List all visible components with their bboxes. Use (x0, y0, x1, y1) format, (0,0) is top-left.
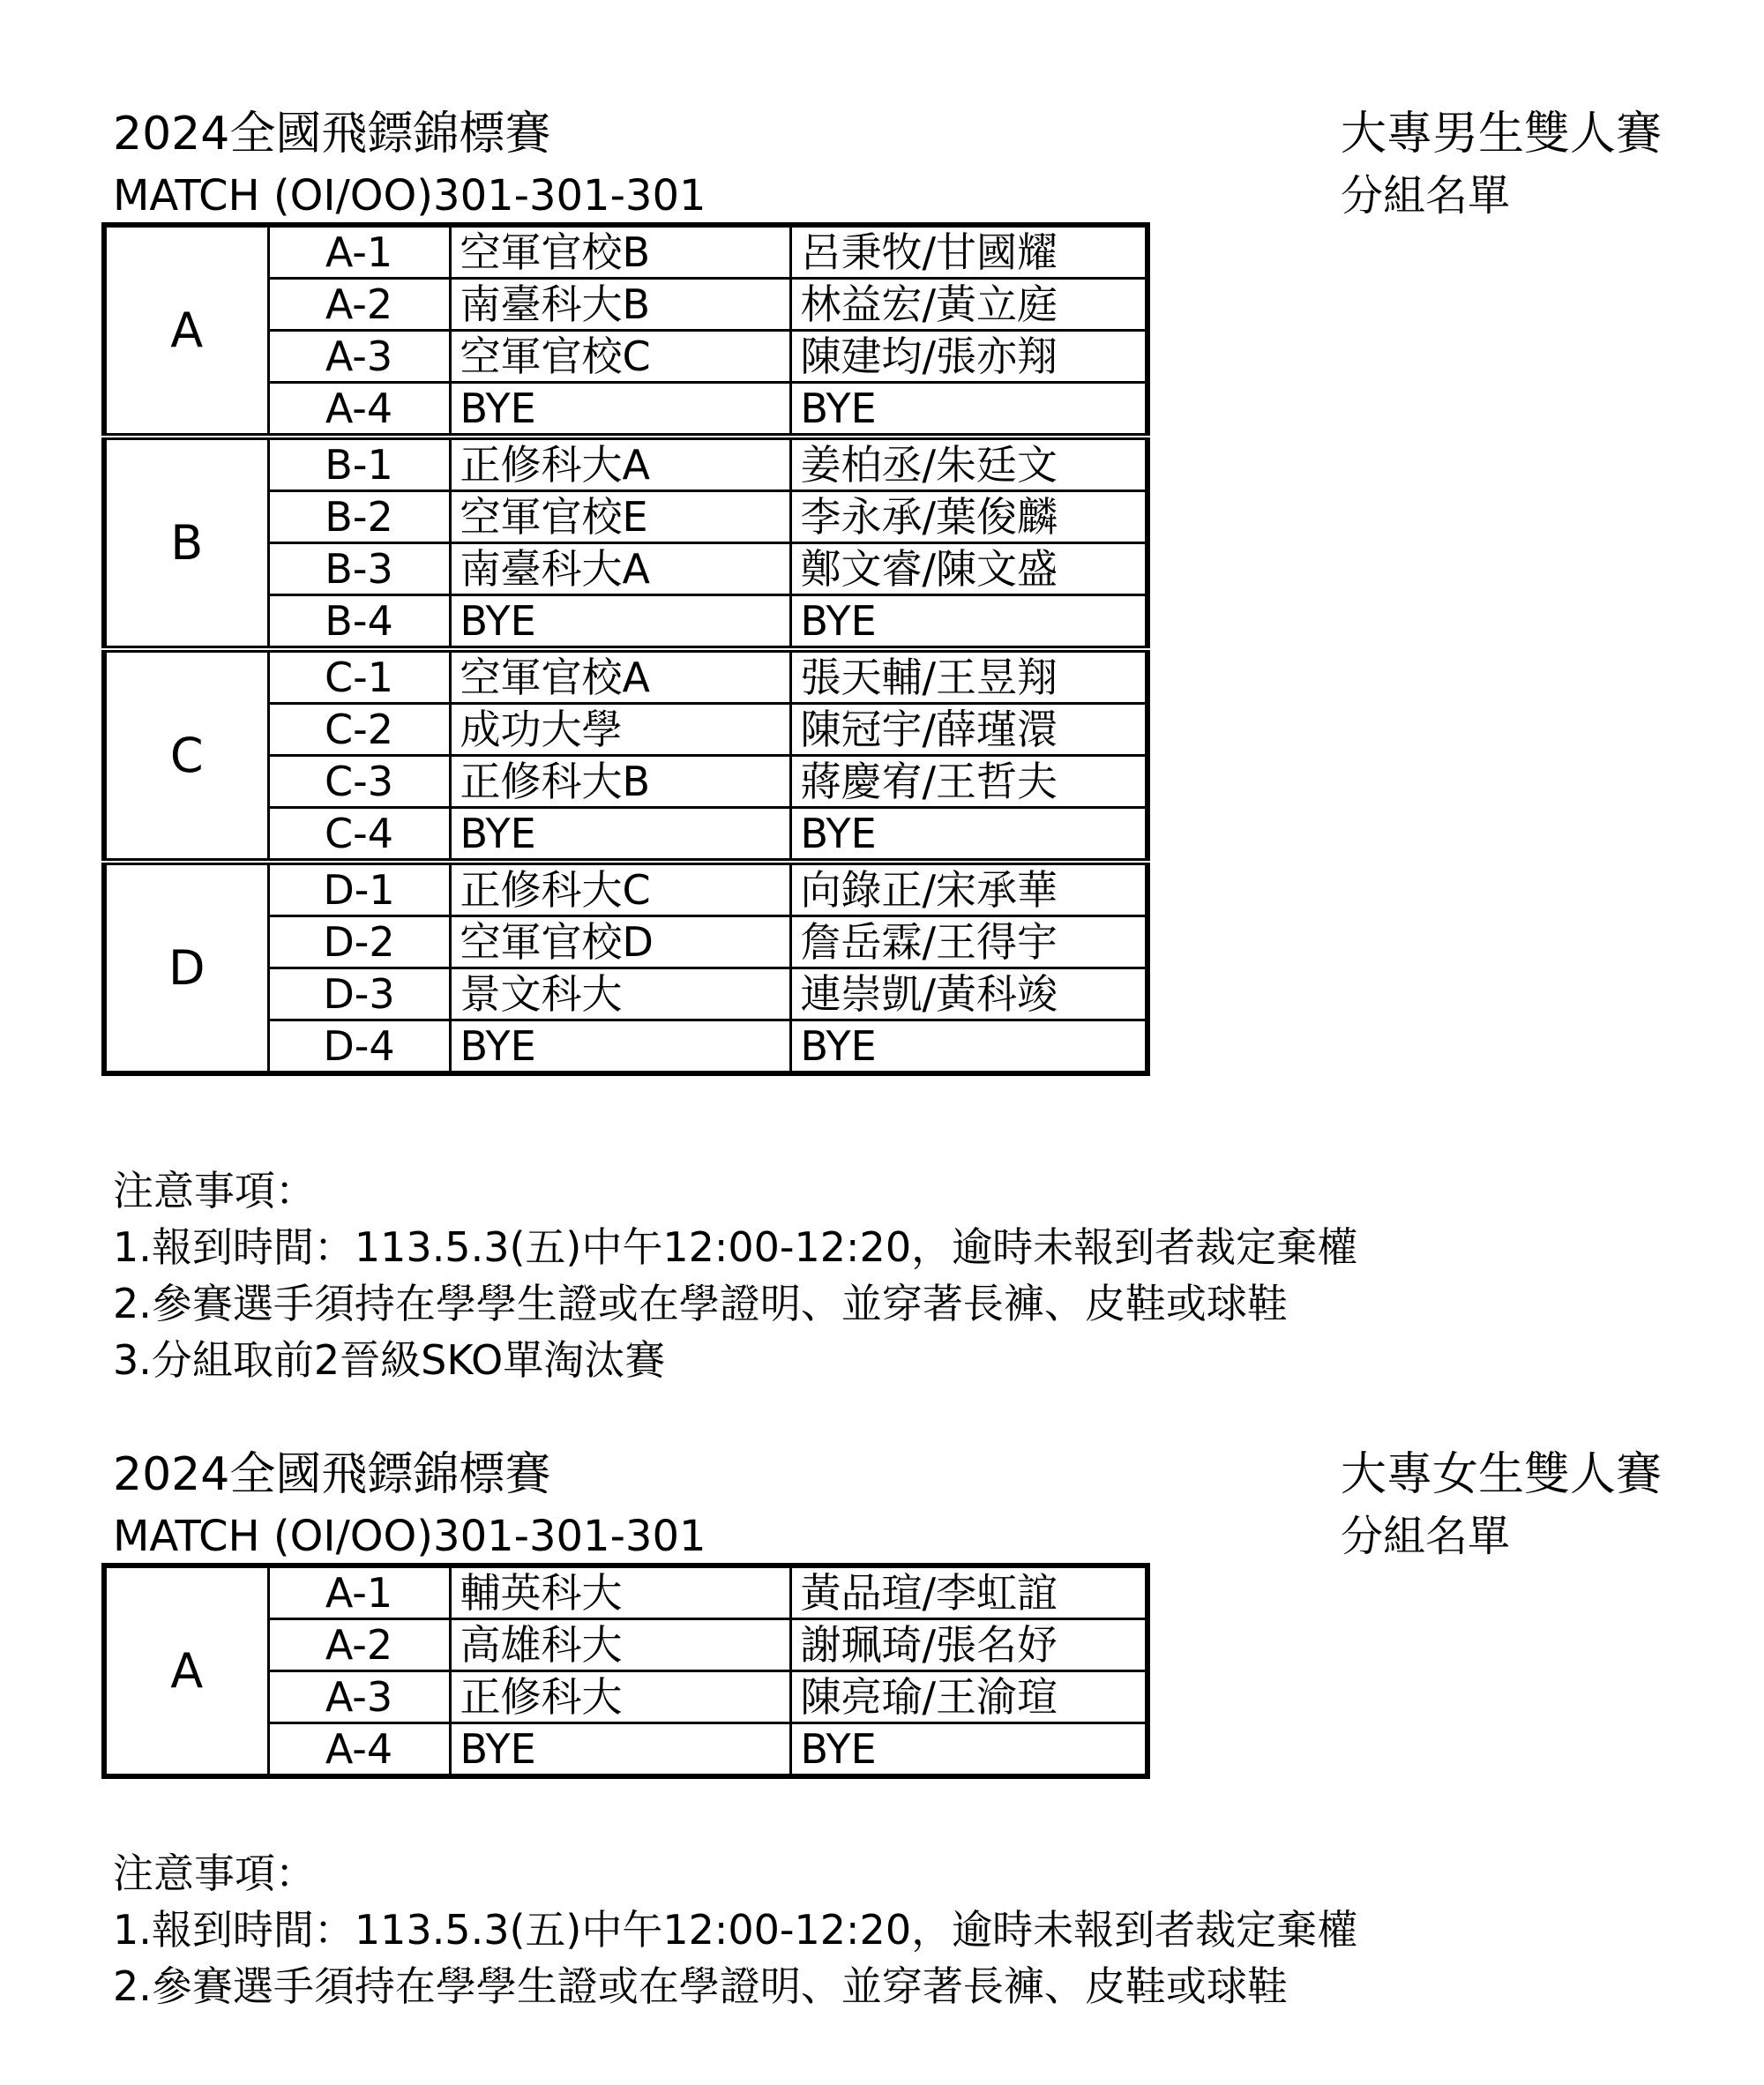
seed-code: B-3 (268, 543, 450, 595)
group-label: B (104, 437, 268, 649)
player-names: 謝珮琦/張名妤 (790, 1619, 1147, 1671)
match-format: MATCH (OI/OO)301-301-301 (113, 171, 706, 220)
seed-code: C-3 (268, 756, 450, 808)
notes-block (113, 1845, 1357, 2014)
team-name: 高雄科大 (450, 1619, 790, 1671)
seed-code: D-4 (268, 1020, 450, 1074)
note-item: 1.報到時間：113.5.3(五)中午12:00-12:20，逾時未報到者裁定棄權 (113, 1223, 1358, 1271)
seed-code: D-3 (268, 968, 450, 1020)
player-names: 陳亮瑜/王渝瑄 (790, 1671, 1147, 1723)
player-names: BYE (790, 595, 1147, 650)
seed-code: A-2 (268, 279, 450, 331)
team-name: BYE (450, 595, 790, 650)
team-name: 輔英科大 (450, 1566, 790, 1619)
notes-heading: 注意事項： (113, 1167, 316, 1214)
group-table (101, 222, 1150, 1076)
event-subtitle: 分組名單 (1341, 171, 1511, 220)
team-name: 正修科大C (450, 862, 790, 916)
group-label: D (104, 862, 268, 1073)
player-names: BYE (790, 383, 1147, 437)
group-label: A (104, 225, 268, 437)
team-name: 成功大學 (450, 704, 790, 756)
seed-code: A-1 (268, 225, 450, 279)
player-names: 蔣慶宥/王哲夫 (790, 756, 1147, 808)
seed-code: B-4 (268, 595, 450, 650)
player-names: 陳冠宇/薛瑾澴 (790, 704, 1147, 756)
team-name: 正修科大B (450, 756, 790, 808)
team-name: 景文科大 (450, 968, 790, 1020)
note-item: 2.參賽選手須持在學學生證或在學證明、並穿著長褲、皮鞋或球鞋 (113, 1962, 1288, 2010)
team-name: 正修科大A (450, 437, 790, 491)
team-name: 空軍官校E (450, 491, 790, 543)
table-row (104, 437, 1147, 491)
player-names: BYE (790, 1723, 1147, 1777)
player-names: 林益宏/黃立庭 (790, 279, 1147, 331)
seed-code: C-1 (268, 649, 450, 704)
team-name: BYE (450, 808, 790, 863)
notes-heading: 注意事項： (113, 1850, 316, 1897)
seed-code: A-4 (268, 1723, 450, 1777)
player-names: 陳建均/張亦翔 (790, 331, 1147, 383)
player-names: 黃品瑄/李虹誼 (790, 1566, 1147, 1619)
event-subtitle: 分組名單 (1341, 1512, 1511, 1561)
team-name: 空軍官校C (450, 331, 790, 383)
seed-code: B-1 (268, 437, 450, 491)
player-names: 姜柏丞/朱廷文 (790, 437, 1147, 491)
seed-code: A-2 (268, 1619, 450, 1671)
tournament-title: 2024全國飛鏢錦標賽 (113, 108, 551, 161)
seed-code: D-2 (268, 916, 450, 968)
table-row (104, 862, 1147, 916)
table-row (104, 1566, 1147, 1619)
player-names: 詹岳霖/王得宇 (790, 916, 1147, 968)
group-label: C (104, 649, 268, 862)
team-name: 南臺科大A (450, 543, 790, 595)
seed-code: C-2 (268, 704, 450, 756)
event-title: 大專男生雙人賽 (1341, 108, 1663, 161)
team-name: BYE (450, 1020, 790, 1074)
player-names: 張天輔/王昱翔 (790, 649, 1147, 704)
player-names: 向錄正/宋承華 (790, 862, 1147, 916)
note-item: 2.參賽選手須持在學學生證或在學證明、並穿著長褲、皮鞋或球鞋 (113, 1280, 1288, 1327)
tournament-title: 2024全國飛鏢錦標賽 (113, 1448, 551, 1501)
group-label: A (104, 1566, 268, 1776)
player-names: 連崇凱/黃科竣 (790, 968, 1147, 1020)
event-title: 大專女生雙人賽 (1341, 1448, 1663, 1501)
team-name: 正修科大 (450, 1671, 790, 1723)
note-item: 1.報到時間：113.5.3(五)中午12:00-12:20，逾時未報到者裁定棄權 (113, 1906, 1358, 1954)
table-row (104, 225, 1147, 279)
seed-code: A-4 (268, 383, 450, 437)
match-format: MATCH (OI/OO)301-301-301 (113, 1512, 706, 1561)
seed-code: B-2 (268, 491, 450, 543)
player-names: 呂秉牧/甘國耀 (790, 225, 1147, 279)
team-name: 空軍官校B (450, 225, 790, 279)
seed-code: D-1 (268, 862, 450, 916)
seed-code: C-4 (268, 808, 450, 863)
seed-code: A-3 (268, 331, 450, 383)
notes-block (113, 1162, 1357, 1388)
player-names: 鄭文睿/陳文盛 (790, 543, 1147, 595)
team-name: 空軍官校A (450, 649, 790, 704)
table-row (104, 649, 1147, 704)
player-names: 李永承/葉俊麟 (790, 491, 1147, 543)
seed-code: A-1 (268, 1566, 450, 1619)
team-name: BYE (450, 1723, 790, 1777)
note-item: 3.分組取前2晉級SKO單淘汰賽 (113, 1336, 666, 1384)
team-name: 空軍官校D (450, 916, 790, 968)
team-name: 南臺科大B (450, 279, 790, 331)
seed-code: A-3 (268, 1671, 450, 1723)
group-table (101, 1563, 1150, 1779)
team-name: BYE (450, 383, 790, 437)
player-names: BYE (790, 808, 1147, 863)
player-names: BYE (790, 1020, 1147, 1074)
